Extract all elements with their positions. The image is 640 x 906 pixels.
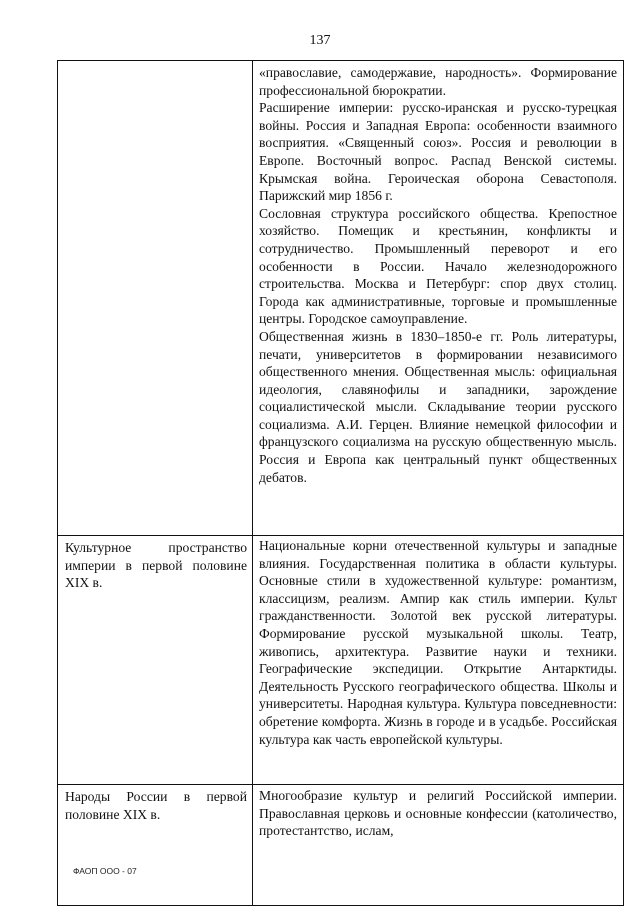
topic-cell bbox=[58, 536, 253, 785]
content-text bbox=[253, 536, 623, 748]
content-paragraph: Расширение империи: русско-иранская и русско-турецкая войны. Россия и Западная Европа: особенности взаимного восприятия. «Священный союз». Россия и революции в Европе. Восточный вопрос. Распад Венской системы. Крымская война. Героическая оборона Севастополя. Парижский мир 1856 г. bbox=[259, 100, 617, 204]
page-number: 137 bbox=[309, 33, 331, 48]
topic-text: Культурное пространство империи в первой половине XIX в. bbox=[65, 540, 247, 590]
topic-text: Народы России в первой половине XIX в. bbox=[65, 789, 247, 822]
footer-stamp: ФАОП ООО - 07 bbox=[73, 866, 137, 876]
content-paragraph: Национальные корни отечественной культуры и западные влияния. Государственная политика в области культуры. Основные стили в художественной культуре: романтизм, классицизм, реализм. Ампир как стиль империи. Культ гражданственности. Золотой век русской литературы. Формирование русской музыкальной школы. Театр, живопись, архитектура. Развитие науки и техники. Географические экспедиции. Открытие Антарктиды. Деятельность Русского географического общества. Школы и университеты. Народная культура. Культура повседневности: обретение комфорта. Жизнь в городе и в усадьбе. Российская культура как часть европейской культуры. bbox=[259, 538, 617, 747]
content-cell bbox=[253, 61, 624, 536]
table-row bbox=[58, 61, 624, 536]
content-cell bbox=[253, 536, 624, 785]
content-text bbox=[253, 61, 623, 486]
content-paragraph: Общественная жизнь в 1830–1850-е гг. Роль литературы, печати, университетов в формировании независимого общественного мнения. Общественная мысль: официальная идеология, славянофилы и западники, зарождение социалистической мысли. Складывание теории русского социализма. А.И. Герцен. Влияние немецкой философии и французского социализма на русскую общественную мысль. Россия и Европа как центральный пункт общественных дебатов. bbox=[259, 328, 617, 485]
topic-cell bbox=[58, 785, 253, 906]
topic-cell bbox=[58, 61, 253, 536]
content-paragraph: «православие, самодержавие, народность». Формирование профессиональной бюрократии. bbox=[259, 65, 617, 98]
content-text bbox=[253, 785, 623, 840]
table-row bbox=[58, 536, 624, 785]
content-paragraph: Многообразие культур и религий Российской империи. Православная церковь и основные конфессии (католичество, протестантство, ислам, bbox=[259, 788, 617, 839]
topic-text bbox=[58, 61, 252, 64]
content-cell bbox=[253, 785, 624, 906]
table-row bbox=[58, 785, 624, 906]
content-paragraph: Сословная структура российского общества. Крепостное хозяйство. Помещик и крестьянин, конфликты и сотрудничество. Промышленный переворот и его особенности в России. Начало железнодорожного строительства. Москва и Петербург: спор двух столиц. Города как административные, торговые и промышленные центры. Городское самоуправление. bbox=[259, 205, 617, 327]
curriculum-table bbox=[57, 60, 624, 906]
